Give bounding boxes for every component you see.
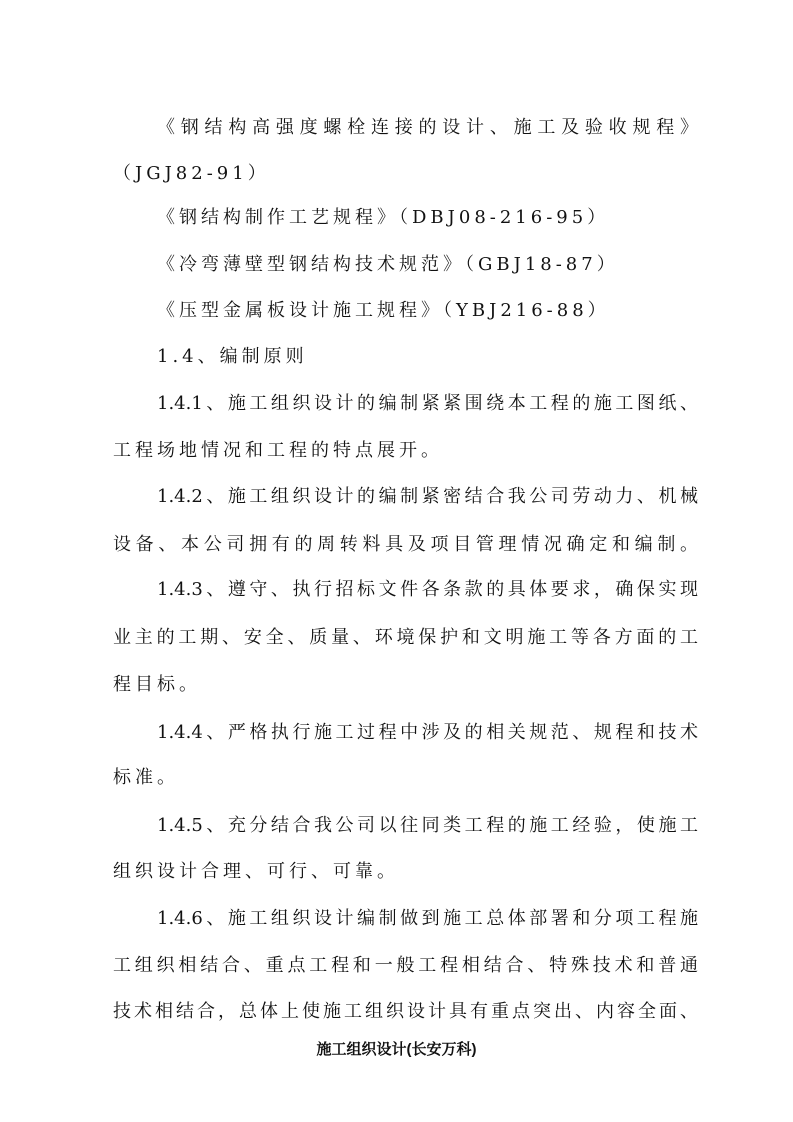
paragraph-line: 工组织相结合、重点工程和一般工程相结合、特殊技术和普通 xyxy=(113,955,698,976)
paragraph-line: 1.4.6、施工组织设计编制做到施工总体部署和分项工程施 xyxy=(157,908,698,929)
paragraph-line: 1.4.3、遵守、执行招标文件各条款的具体要求，确保实现 xyxy=(157,579,698,600)
paragraph-line: 程目标。 xyxy=(113,674,201,695)
paragraph-line: 业主的工期、安全、质量、环境保护和文明施工等各方面的工 xyxy=(113,627,698,648)
paragraph-line: 技术相结合，总体上使施工组织设计具有重点突出、内容全面、 xyxy=(113,1001,698,1022)
paragraph-line: 组织设计合理、可行、可靠。 xyxy=(113,861,399,882)
page-footer: 施工组织设计(长安万科) xyxy=(316,1041,477,1058)
section-heading: 1.4、编制原则 xyxy=(157,346,308,367)
paragraph-line: 1.4.1、施工组织设计的编制紧紧围绕本工程的施工图纸、 xyxy=(157,393,698,414)
paragraph-line: 标准。 xyxy=(113,767,179,788)
reference-line: 《钢结构高强度螺栓连接的设计、施工及验收规程》 xyxy=(157,117,698,138)
reference-line: 《压型金属板设计施工规程》（YBJ216-88） xyxy=(157,300,610,321)
paragraph-line: 1.4.5、充分结合我公司以往同类工程的施工经验，使施工 xyxy=(157,815,698,836)
reference-line: （JGJ82-91） xyxy=(113,163,270,184)
reference-line: 《钢结构制作工艺规程》（DBJ08-216-95） xyxy=(157,207,610,228)
paragraph-line: 工程场地情况和工程的特点展开。 xyxy=(113,440,443,461)
paragraph-line: 设备、本公司拥有的周转料具及项目管理情况确定和编制。 xyxy=(113,534,698,555)
reference-line: 《冷弯薄壁型钢结构技术规范》（GBJ18-87） xyxy=(157,254,619,275)
paragraph-line: 1.4.2、施工组织设计的编制紧密结合我公司劳动力、机械 xyxy=(157,486,698,507)
paragraph-line: 1.4.4、严格执行施工过程中涉及的相关规范、规程和技术 xyxy=(157,722,698,743)
